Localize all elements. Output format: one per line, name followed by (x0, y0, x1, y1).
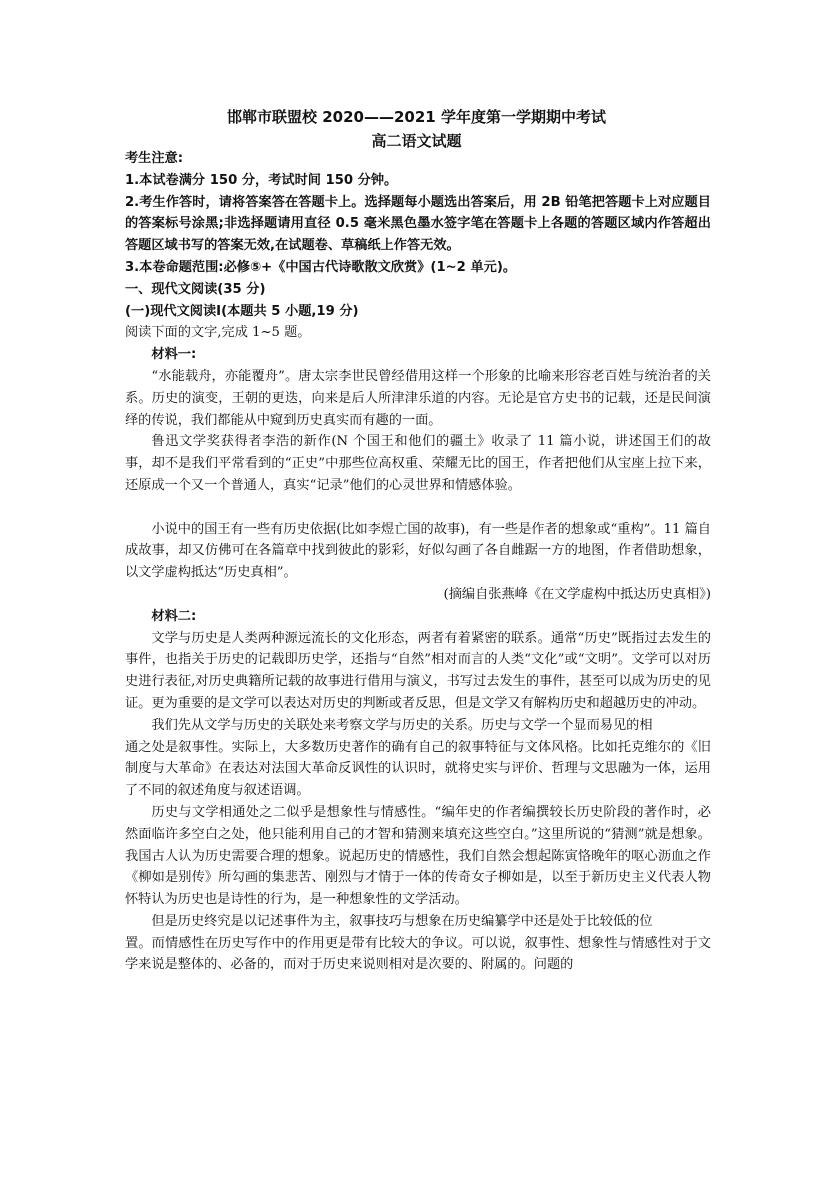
notice-item-3: 3.本卷命题范围:必修⑤+《中国古代诗歌散文欣赏》(1~2 单元)。 (125, 259, 517, 275)
material1-source: (摘编自张燕峰《在文学虚构中抵达历史真相》) (443, 586, 711, 602)
section-heading: 一、现代文阅读(35 分) (125, 281, 266, 297)
notice-item-2: 2.考生作答时，请将答案答在答题卡上。选择题每小题选出答案后，用 2B 铅笔把答题卡上对应题目的答案标号涂黑;非选择题请用直径 0.5 毫米黑色墨水签字笔在答题卡上各题的答题区域内作答超出答题区域书写的答案无效,在试题卷、草稿纸上作答无效。 (125, 194, 711, 254)
material2-paragraph-1: 文学与历史是人类两种源远流长的文化形态，两者有着紧密的联系。通常“历史”既指过去发生的事件，也指关于历史的记载即历史学，还指与“自然”相对而言的人类“文化”或“文明”。文学可以对历史进行表征,对历史典籍所记载的故事进行借用与演义，书写过去发生的事件，甚至可以成为历史的见证。更为重要的是文学可以表达对历史的判断或者反思，但是文学又有解构历史和超越历史的冲动。 (125, 630, 711, 711)
material2-paragraph-2-end: 通之处是叙事性。实际上，大多数历史著作的确有自己的叙事特征与文体风格。比如托克维尔的《旧制度与大革命》在表达对法国大革命反讽性的认识时，就将史实与评价、哲理与文思融为一体，运用了不同的叙述角度与叙述语调。 (125, 739, 711, 799)
exam-content (125, 148, 711, 976)
material1-paragraph-2: 鲁迅文学奖获得者李浩的新作(N 个国王和他们的疆土》收录了 11 篇小说，讲述国王们的故事，却不是我们平常看到的“正史”中那些位高权重、荣耀无比的国王，作者把他们从宝座上拉下来，还原成一个又一个普通人，真实“记录”他们的心灵世界和情感体验。 (125, 434, 711, 493)
material1-label: 材料一: (151, 347, 197, 363)
paragraph-gap (125, 497, 711, 519)
reading-instruction: 阅读下面的文字,完成 1~5 题。 (125, 325, 311, 341)
material1-paragraph-3: 小说中的国王有一些有历史依据(比如李煜亡国的故事)，有一些是作者的想象或“重构”。11 篇自成故事，却又仿佛可在各篇章中找到彼此的影彩，好似勾画了各自雌踞一方的地图，作者借助想象，以文学虚构抵达“历史真相”。 (125, 521, 711, 581)
material2-paragraph-3: 历史与文学相通处之二似乎是想象性与情感性。“编年史的作者编撰较长历史阶段的著作时，必然面临许多空白之处，他只能利用自己的才智和猜测来填充这些空白。”这里所说的“猜测”就是想象。我国古人认为历史需要合理的想象。说起历史的情感性，我们自然会想起陈寅恪晚年的呕心沥血之作《柳如是别传》所勾画的集悲苦、刚烈与才情于一体的传奇女子柳如是，以至于新历史主义代表人物怀特认为历史也是诗性的行为，是一种想象性的文学活动。 (125, 804, 711, 908)
material2-paragraph-4-end: 置。而情感性在历史写作中的作用更是带有比较大的争议。可以说，叙事性、想象性与情感性对于文学来说是整体的、必备的，而对于历史来说则相对是次要的、附属的。问题的 (125, 935, 711, 973)
notice-item-1: 1.本试卷满分 150 分，考试时间 150 分钟。 (125, 172, 398, 188)
material1-paragraph-1: “水能载舟，亦能覆舟”。唐太宗李世民曾经借用这样一个形象的比喻来形容老百姓与统治者的关系。历史的演变，王朝的更迭，向来是后人所津津乐道的内容。无论是官方史书的记载，还是民间演绎的传说，我们都能从中窥到历史真实而有趣的一面。 (125, 368, 711, 428)
exam-title: 邯郸市联盟校 2020——2021 学年度第一学期期中考试 (227, 108, 606, 126)
sub-section-heading: (一)现代文阅读Ⅰ(本题共 5 小题,19 分) (125, 303, 359, 319)
notice-heading: 考生注意: (125, 151, 184, 166)
material2-label: 材料二: (151, 608, 197, 624)
material2-paragraph-2-start: 我们先从文学与历史的关联处来考察文学与历史的关系。历史与文学一个显而易见的相 (151, 717, 653, 733)
exam-subtitle: 高二语文试题 (371, 132, 462, 150)
material2-paragraph-4-start: 但是历史终究是以记述事件为主，叙事技巧与想象在历史编纂学中还是处于比较低的位 (151, 913, 653, 929)
